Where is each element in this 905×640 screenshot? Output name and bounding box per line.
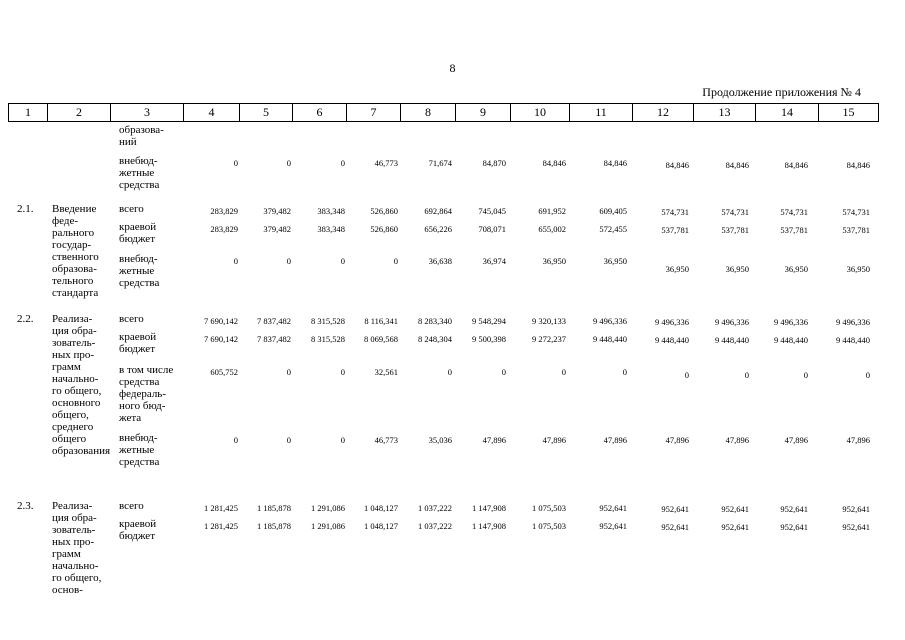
column-header: 13 xyxy=(694,104,756,122)
value-cell: 1 048,127 xyxy=(364,503,398,513)
funding-source: краевой бюджет xyxy=(119,518,157,542)
value-cell: 0 xyxy=(393,256,398,266)
value-cell: 0 xyxy=(622,367,627,377)
value-cell: 0 xyxy=(447,367,452,377)
value-cell: 1 147,908 xyxy=(472,503,506,513)
value-cell: 0 xyxy=(561,367,566,377)
value-cell: 8 283,340 xyxy=(418,316,452,326)
item-name: Реализа- ция обра- зователь- ных про- грамм начально- го общего, основ- xyxy=(52,500,102,596)
value-cell: 1 281,425 xyxy=(204,503,238,513)
column-header: 12 xyxy=(633,104,694,122)
value-cell: 46,773 xyxy=(374,158,398,168)
value-cell: 32,561 xyxy=(374,367,398,377)
value-cell: 0 xyxy=(803,370,808,380)
value-cell: 47,896 xyxy=(482,435,506,445)
value-cell: 84,846 xyxy=(603,158,627,168)
value-cell: 0 xyxy=(501,367,506,377)
value-cell: 952,641 xyxy=(721,522,749,532)
value-cell: 46,773 xyxy=(374,435,398,445)
value-cell: 537,781 xyxy=(780,225,808,235)
value-cell: 1 037,222 xyxy=(418,503,452,513)
column-header: 1 xyxy=(9,104,48,122)
value-cell: 9 448,440 xyxy=(593,334,627,344)
value-cell: 526,860 xyxy=(370,224,398,234)
item-name: Реализа- ция обра- зователь- ных про- грамм начально- го общего, основного общего, среднего общего образования xyxy=(52,313,111,457)
value-cell: 692,864 xyxy=(424,206,452,216)
value-cell: 36,950 xyxy=(665,264,689,274)
value-cell: 1 185,878 xyxy=(257,503,291,513)
funding-source: в том числе средства федераль- ного бюд- жета xyxy=(119,364,174,424)
value-cell: 1 048,127 xyxy=(364,521,398,531)
value-cell: 9 448,440 xyxy=(836,335,870,345)
value-cell: 0 xyxy=(340,367,345,377)
value-cell: 691,952 xyxy=(538,206,566,216)
funding-source: образова- ний xyxy=(119,124,164,148)
value-cell: 572,455 xyxy=(599,224,627,234)
value-cell: 952,641 xyxy=(780,504,808,514)
value-cell: 8 116,341 xyxy=(364,316,398,326)
value-cell: 0 xyxy=(340,256,345,266)
column-header: 2 xyxy=(48,104,111,122)
value-cell: 0 xyxy=(286,435,291,445)
value-cell: 1 075,503 xyxy=(532,521,566,531)
value-cell: 0 xyxy=(286,158,291,168)
value-cell: 745,045 xyxy=(478,206,506,216)
value-cell: 574,731 xyxy=(780,207,808,217)
value-cell: 0 xyxy=(684,370,689,380)
value-cell: 1 075,503 xyxy=(532,503,566,513)
value-cell: 0 xyxy=(286,367,291,377)
value-cell: 9 496,336 xyxy=(774,317,808,327)
value-cell: 526,860 xyxy=(370,206,398,216)
value-cell: 9 320,133 xyxy=(532,316,566,326)
value-cell: 9 496,336 xyxy=(593,316,627,326)
column-header: 8 xyxy=(401,104,456,122)
value-cell: 9 448,440 xyxy=(774,335,808,345)
value-cell: 0 xyxy=(233,435,238,445)
continuation-caption: Продолжение приложения № 4 xyxy=(702,85,861,99)
value-cell: 574,731 xyxy=(721,207,749,217)
value-cell: 537,781 xyxy=(721,225,749,235)
value-cell: 708,071 xyxy=(478,224,506,234)
value-cell: 7 837,482 xyxy=(257,334,291,344)
value-cell: 1 291,086 xyxy=(311,503,345,513)
value-cell: 8 248,304 xyxy=(418,334,452,344)
value-cell: 36,950 xyxy=(784,264,808,274)
value-cell: 84,846 xyxy=(846,160,870,170)
value-cell: 0 xyxy=(340,435,345,445)
value-cell: 1 281,425 xyxy=(204,521,238,531)
value-cell: 1 147,908 xyxy=(472,521,506,531)
value-cell: 609,405 xyxy=(599,206,627,216)
value-cell: 283,829 xyxy=(210,206,238,216)
value-cell: 36,974 xyxy=(482,256,506,266)
column-header: 14 xyxy=(756,104,819,122)
value-cell: 9 500,398 xyxy=(472,334,506,344)
value-cell: 9 496,336 xyxy=(715,317,749,327)
value-cell: 9 496,336 xyxy=(836,317,870,327)
value-cell: 8 069,568 xyxy=(364,334,398,344)
column-header: 4 xyxy=(184,104,240,122)
column-header: 10 xyxy=(511,104,570,122)
value-cell: 36,638 xyxy=(428,256,452,266)
page-number: 8 xyxy=(449,61,456,75)
value-cell: 71,674 xyxy=(428,158,452,168)
value-cell: 0 xyxy=(286,256,291,266)
value-cell: 9 448,440 xyxy=(655,335,689,345)
value-cell: 952,641 xyxy=(780,522,808,532)
value-cell: 36,950 xyxy=(603,256,627,266)
value-cell: 655,002 xyxy=(538,224,566,234)
value-cell: 0 xyxy=(340,158,345,168)
value-cell: 574,731 xyxy=(661,207,689,217)
item-number: 2.3. xyxy=(17,500,34,512)
value-cell: 1 037,222 xyxy=(418,521,452,531)
value-cell: 36,950 xyxy=(846,264,870,274)
value-cell: 84,846 xyxy=(665,160,689,170)
column-header: 11 xyxy=(570,104,633,122)
value-cell: 84,870 xyxy=(482,158,506,168)
value-cell: 0 xyxy=(233,158,238,168)
value-cell: 283,829 xyxy=(210,224,238,234)
value-cell: 7 690,142 xyxy=(204,316,238,326)
value-cell: 9 496,336 xyxy=(655,317,689,327)
funding-source: всего xyxy=(119,313,144,325)
item-number: 2.2. xyxy=(17,313,34,325)
value-cell: 605,752 xyxy=(210,367,238,377)
value-cell: 7 837,482 xyxy=(257,316,291,326)
value-cell: 952,641 xyxy=(599,521,627,531)
value-cell: 36,950 xyxy=(725,264,749,274)
value-cell: 952,641 xyxy=(599,503,627,513)
value-cell: 47,896 xyxy=(665,435,689,445)
funding-source: внебюд- жетные средства xyxy=(119,155,160,191)
value-cell: 8 315,528 xyxy=(311,334,345,344)
value-cell: 8 315,528 xyxy=(311,316,345,326)
value-cell: 84,846 xyxy=(784,160,808,170)
funding-source: всего xyxy=(119,203,144,215)
value-cell: 47,896 xyxy=(846,435,870,445)
column-header: 5 xyxy=(240,104,293,122)
value-cell: 379,482 xyxy=(263,206,291,216)
value-cell: 0 xyxy=(744,370,749,380)
column-header: 7 xyxy=(347,104,401,122)
column-header-row xyxy=(8,103,879,122)
item-name: Введение феде- рального государ- ственного образова- тельного стандарта xyxy=(52,203,99,299)
value-cell: 7 690,142 xyxy=(204,334,238,344)
value-cell: 537,781 xyxy=(661,225,689,235)
value-cell: 952,641 xyxy=(721,504,749,514)
funding-source: всего xyxy=(119,500,144,512)
column-header: 15 xyxy=(819,104,879,122)
value-cell: 379,482 xyxy=(263,224,291,234)
column-header: 9 xyxy=(456,104,511,122)
column-header: 6 xyxy=(293,104,347,122)
value-cell: 383,348 xyxy=(317,206,345,216)
column-header: 3 xyxy=(111,104,184,122)
value-cell: 36,950 xyxy=(542,256,566,266)
value-cell: 537,781 xyxy=(842,225,870,235)
value-cell: 1 185,878 xyxy=(257,521,291,531)
value-cell: 656,226 xyxy=(424,224,452,234)
value-cell: 9 272,237 xyxy=(532,334,566,344)
value-cell: 952,641 xyxy=(842,504,870,514)
value-cell: 84,846 xyxy=(725,160,749,170)
value-cell: 35,036 xyxy=(428,435,452,445)
value-cell: 84,846 xyxy=(542,158,566,168)
value-cell: 47,896 xyxy=(784,435,808,445)
value-cell: 1 291,086 xyxy=(311,521,345,531)
item-number: 2.1. xyxy=(17,203,34,215)
value-cell: 47,896 xyxy=(725,435,749,445)
value-cell: 383,348 xyxy=(317,224,345,234)
funding-source: внебюд- жетные средства xyxy=(119,253,160,289)
value-cell: 952,641 xyxy=(661,522,689,532)
value-cell: 952,641 xyxy=(842,522,870,532)
funding-source: краевой бюджет xyxy=(119,221,157,245)
value-cell: 47,896 xyxy=(603,435,627,445)
funding-source: краевой бюджет xyxy=(119,331,157,355)
value-cell: 0 xyxy=(233,256,238,266)
value-cell: 47,896 xyxy=(542,435,566,445)
value-cell: 0 xyxy=(865,370,870,380)
value-cell: 9 548,294 xyxy=(472,316,506,326)
value-cell: 952,641 xyxy=(661,504,689,514)
funding-source: внебюд- жетные средства xyxy=(119,432,160,468)
value-cell: 574,731 xyxy=(842,207,870,217)
value-cell: 9 448,440 xyxy=(715,335,749,345)
